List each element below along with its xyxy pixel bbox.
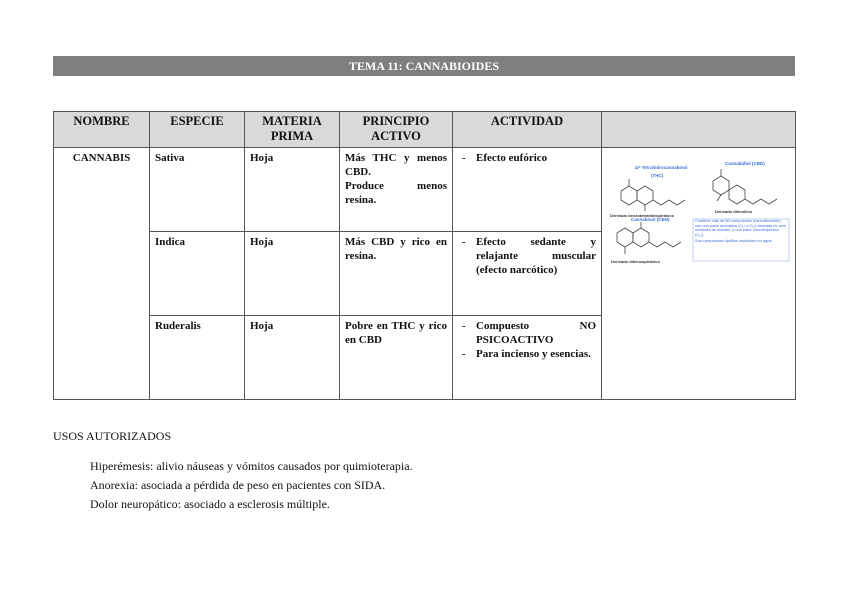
thc-label: Δ⁹-Tetrahidrocannabinol [635, 165, 688, 170]
cbd-label: Cannabidiol (CBD) [725, 161, 765, 166]
cell-actividad [453, 148, 602, 232]
principio-line: Pobre en THC y rico en CBD [345, 320, 447, 346]
cbn-label: Cannabinol (CBN) [631, 217, 670, 222]
cell-especie: Ruderalis [150, 316, 245, 400]
cell-especie: Sativa [150, 148, 245, 232]
figure-note-text: Son compuestos lipófilos insolubles en agua [695, 238, 772, 244]
header-nombre: NOMBRE [54, 112, 150, 148]
list-item: Hiperémesis: alivio náuseas y vómitos causados por quimioterapia. [90, 459, 413, 473]
header-figure [602, 112, 796, 148]
header-principio-activo: PRINCIPIO ACTIVO [340, 112, 453, 148]
table-header-row [54, 112, 796, 148]
cell-actividad [453, 316, 602, 400]
cbn-structure-icon [617, 222, 681, 254]
cell-principio [340, 232, 453, 316]
actividad-item: - Compuesto NO PSICOACTIVO [458, 319, 596, 347]
principio-line: Más CBD y rico en resina. [345, 236, 447, 262]
principio-line: Produce menos resina. [345, 180, 447, 206]
actividad-item: - Para incienso y esencias. [458, 347, 596, 361]
cell-especie: Indica [150, 232, 245, 316]
header-materia-prima: MATERIA PRIMA [245, 112, 340, 148]
list-item: Dolor neuropático: asociado a esclerosis múltiple. [90, 497, 330, 511]
thc-structure-icon [621, 179, 685, 211]
structures-figure-cell [602, 148, 796, 400]
actividad-item: - Efecto sedante y relajante muscular (efecto narcótico) [458, 235, 596, 277]
usos-list [90, 457, 413, 514]
principio-line: Más THC y menos CBD. [345, 152, 447, 178]
cbd-structure-icon [713, 169, 777, 204]
cell-materia: Hoja [245, 232, 340, 316]
thc-caption: Derivado benzotetrahidropiránico [610, 213, 675, 218]
cell-principio [340, 316, 453, 400]
list-item: Anorexia: asociada a pérdida de peso en pacientes con SIDA. [90, 478, 386, 492]
cell-materia: Hoja [245, 316, 340, 400]
thc-abbr: (THC) [651, 173, 664, 178]
cell-actividad [453, 232, 602, 316]
figure-note [695, 219, 787, 244]
usos-title: USOS AUTORIZADOS [53, 429, 172, 443]
actividad-item: - Efecto eufórico [458, 151, 596, 165]
cell-principio [340, 148, 453, 232]
cannabinoid-structures-figure [607, 151, 793, 271]
cell-nombre: CANNABIS [54, 148, 150, 400]
cbd-caption: Derivado difenólico [715, 209, 753, 214]
table-row [54, 148, 796, 232]
cannabis-table [53, 111, 796, 400]
page-title: TEMA 11: CANNABIOIDES [53, 56, 795, 76]
cell-materia: Hoja [245, 148, 340, 232]
header-actividad: ACTIVIDAD [453, 112, 602, 148]
header-especie: ESPECIE [150, 112, 245, 148]
figure-note-text: Contiene más de 60 compuestos (cannabinoides) con una parte aromática (C₁₅ ó C₁₆) derivada de seis unidades de acetato, y una parte monoterpénica (C₁₀). [695, 218, 786, 237]
cbn-caption: Derivado dibenzopiránico [611, 259, 660, 264]
